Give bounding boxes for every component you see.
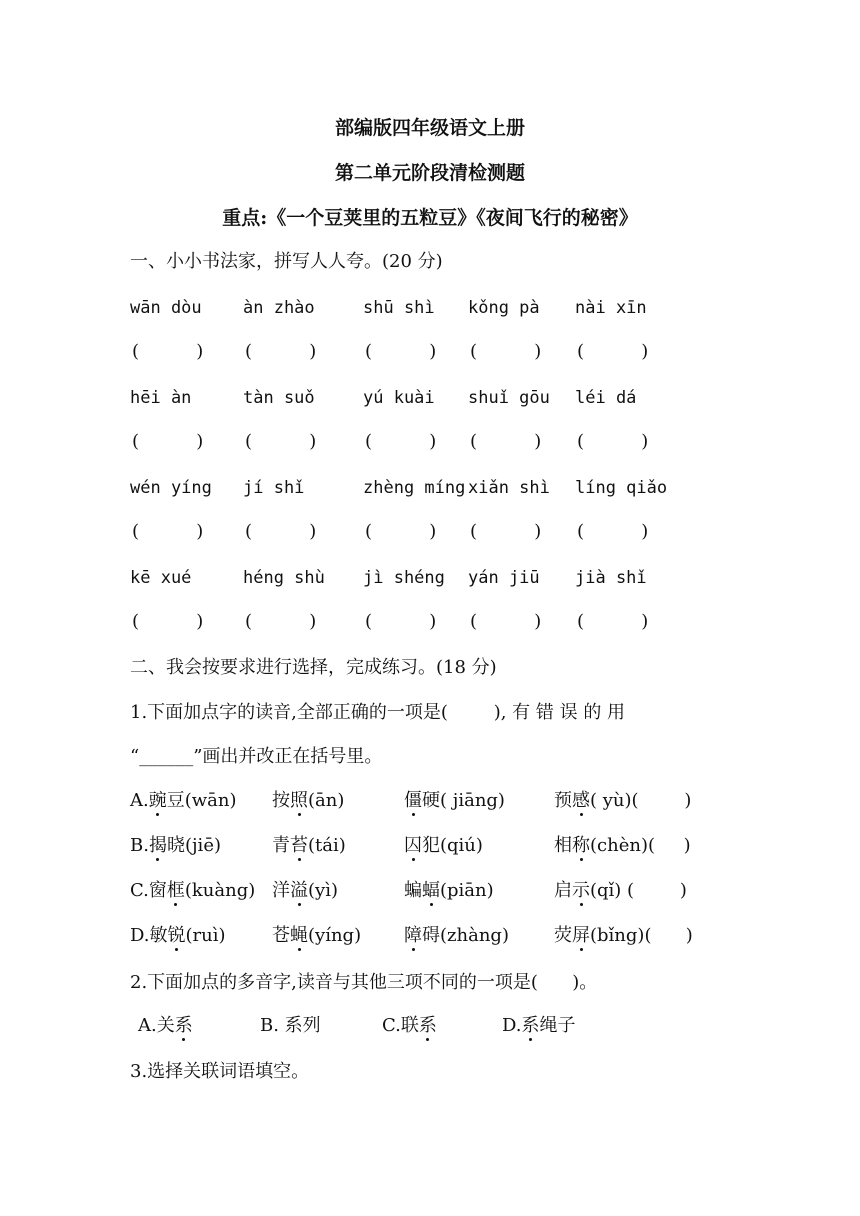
option-item: [404, 789, 505, 813]
answer-bracket[interactable]: ( ): [245, 521, 317, 542]
answer-bracket[interactable]: ( ): [577, 431, 649, 452]
doc-subtitle: 第二单元阶段清检测题: [334, 162, 525, 184]
option-item: [404, 834, 483, 858]
option-text: A.关: [138, 1015, 175, 1036]
option-text: (ān): [308, 790, 345, 811]
emphasis-dot-char: 系: [418, 1015, 437, 1036]
pinyin-word: nài xīn: [575, 298, 647, 318]
q2-option: [260, 1014, 321, 1038]
section1-heading: 一、小小书法家，拼写人人夸。(20 分): [130, 251, 443, 272]
option-item: [554, 834, 691, 858]
emphasis-dot-char: 感: [572, 790, 590, 811]
pinyin-word: hēi àn: [130, 388, 192, 408]
pinyin-word: shuǐ gōu: [468, 388, 550, 408]
answer-bracket[interactable]: ( ): [365, 521, 437, 542]
emphasis-dot-char: 系: [521, 1015, 540, 1036]
option-item: [272, 834, 346, 858]
pinyin-word: héng shù: [243, 568, 325, 588]
q3-line: 3.选择关联词语填空。: [130, 1061, 310, 1082]
option-text: (yì): [308, 880, 338, 901]
option-text: ( yù)( ): [590, 790, 692, 811]
option-text: 相: [554, 835, 572, 856]
option-text: 苍: [272, 925, 290, 946]
option-text: C.联: [382, 1015, 419, 1036]
option-text: 犯(qiú): [422, 835, 483, 856]
option-text: 荧: [554, 925, 572, 946]
option-text: 豆(wān): [166, 790, 237, 811]
q2-line: 2.下面加点的多音字,读音与其他三项不同的一项是( )。: [130, 972, 598, 993]
pinyin-word: léi dá: [575, 388, 637, 408]
emphasis-dot-char: 苔: [290, 835, 308, 856]
option-text: A.: [130, 790, 149, 811]
answer-bracket[interactable]: ( ): [365, 431, 437, 452]
emphasis-dot-char: 障: [404, 925, 422, 946]
emphasis-dot-char: 系: [174, 1015, 193, 1036]
emphasis-dot-char: 豌: [148, 790, 167, 811]
pinyin-word: kē xué: [130, 568, 192, 588]
emphasis-dot-char: 示: [572, 880, 590, 901]
emphasis-dot-char: 揭: [148, 835, 167, 856]
answer-bracket[interactable]: ( ): [470, 431, 542, 452]
emphasis-dot-char: 锐: [167, 925, 186, 946]
answer-bracket[interactable]: ( ): [470, 521, 542, 542]
option-text: (kuàng): [184, 880, 256, 901]
emphasis-dot-char: 溢: [290, 880, 308, 901]
pinyin-word: jí shǐ: [243, 478, 305, 498]
pinyin-word: tàn suǒ: [243, 388, 315, 408]
option-text: (qǐ) ( ): [590, 880, 687, 901]
option-item: [130, 789, 237, 813]
option-text: (piān): [440, 880, 494, 901]
emphasis-dot-char: 僵: [404, 790, 422, 811]
answer-bracket[interactable]: ( ): [132, 521, 204, 542]
pinyin-word: wān dòu: [130, 298, 202, 318]
pinyin-word: líng qiǎo: [575, 478, 668, 498]
option-text: B. 系列: [260, 1015, 321, 1036]
answer-bracket[interactable]: ( ): [577, 521, 649, 542]
pinyin-word: àn zhào: [243, 298, 315, 318]
q2-option: [502, 1014, 576, 1038]
option-text: (ruì): [185, 925, 226, 946]
pinyin-word: jià shǐ: [575, 568, 647, 588]
q1-line1: 1.下面加点字的读音,全部正确的一项是( ), 有 错 误 的 用: [130, 702, 626, 723]
section2-heading: 二、我会按要求进行选择，完成练习。(18 分): [130, 657, 497, 678]
emphasis-dot-char: 囚: [404, 835, 422, 856]
option-text: 按: [272, 790, 290, 811]
option-text: (yíng): [308, 925, 362, 946]
q2-option: [138, 1014, 193, 1038]
option-item: [554, 879, 687, 903]
option-item: [404, 924, 509, 948]
pinyin-word: shū shì: [363, 298, 435, 318]
answer-bracket[interactable]: ( ): [132, 611, 204, 632]
answer-bracket[interactable]: ( ): [577, 341, 649, 362]
pinyin-word: yán jiū: [468, 568, 540, 588]
answer-bracket[interactable]: ( ): [245, 431, 317, 452]
option-text: (chèn)( ): [590, 835, 691, 856]
option-text: (bǐng)( ): [590, 925, 693, 946]
pinyin-word: jì shéng: [363, 568, 445, 588]
option-text: 硬( jiāng): [422, 790, 505, 811]
doc-title: 部编版四年级语文上册: [334, 117, 525, 139]
option-text: 绳子: [539, 1015, 576, 1036]
option-text: C.窗: [130, 880, 167, 901]
option-item: [272, 789, 344, 813]
q2-option: [382, 1014, 437, 1038]
answer-bracket[interactable]: ( ): [132, 431, 204, 452]
option-item: [554, 789, 691, 813]
pinyin-word: xiǎn shì: [468, 478, 550, 498]
option-text: 洋: [272, 880, 290, 901]
option-text: D.: [502, 1015, 522, 1036]
pinyin-word: zhèng míng: [363, 478, 466, 498]
answer-bracket[interactable]: ( ): [245, 341, 317, 362]
option-item: [272, 924, 361, 948]
emphasis-dot-char: 框: [166, 880, 185, 901]
answer-bracket[interactable]: ( ): [470, 611, 542, 632]
answer-bracket[interactable]: ( ): [365, 341, 437, 362]
answer-bracket[interactable]: ( ): [577, 611, 649, 632]
emphasis-dot-char: 蝠: [422, 880, 440, 901]
answer-bracket[interactable]: ( ): [132, 341, 204, 362]
answer-bracket[interactable]: ( ): [470, 341, 542, 362]
emphasis-dot-char: 照: [290, 790, 308, 811]
pinyin-word: wén yíng: [130, 478, 212, 498]
option-item: [272, 879, 338, 903]
emphasis-dot-char: 屏: [572, 925, 590, 946]
option-text: 碍(zhàng): [422, 925, 509, 946]
pinyin-word: yú kuài: [363, 388, 435, 408]
option-item: [130, 879, 255, 903]
pinyin-word: kǒng pà: [468, 298, 540, 318]
option-text: B.: [130, 835, 149, 856]
answer-bracket[interactable]: ( ): [245, 611, 317, 632]
answer-bracket[interactable]: ( ): [365, 611, 437, 632]
option-text: (tái): [308, 835, 346, 856]
doc-focus: 重点:《一个豆荚里的五粒豆》《夜间飞行的秘密》: [222, 207, 638, 229]
option-text: 晓(jiē): [166, 835, 221, 856]
option-text: 预: [554, 790, 572, 811]
option-item: [554, 924, 693, 948]
q1-line2: “______”画出并改正在括号里。: [130, 746, 383, 767]
option-text: 启: [554, 880, 572, 901]
option-text: 青: [272, 835, 290, 856]
option-text: D.敏: [130, 925, 168, 946]
emphasis-dot-char: 称: [572, 835, 590, 856]
emphasis-dot-char: 蝇: [290, 925, 308, 946]
option-item: [130, 834, 221, 858]
option-item: [404, 879, 494, 903]
option-item: [130, 924, 226, 948]
option-text: 蝙: [404, 880, 422, 901]
